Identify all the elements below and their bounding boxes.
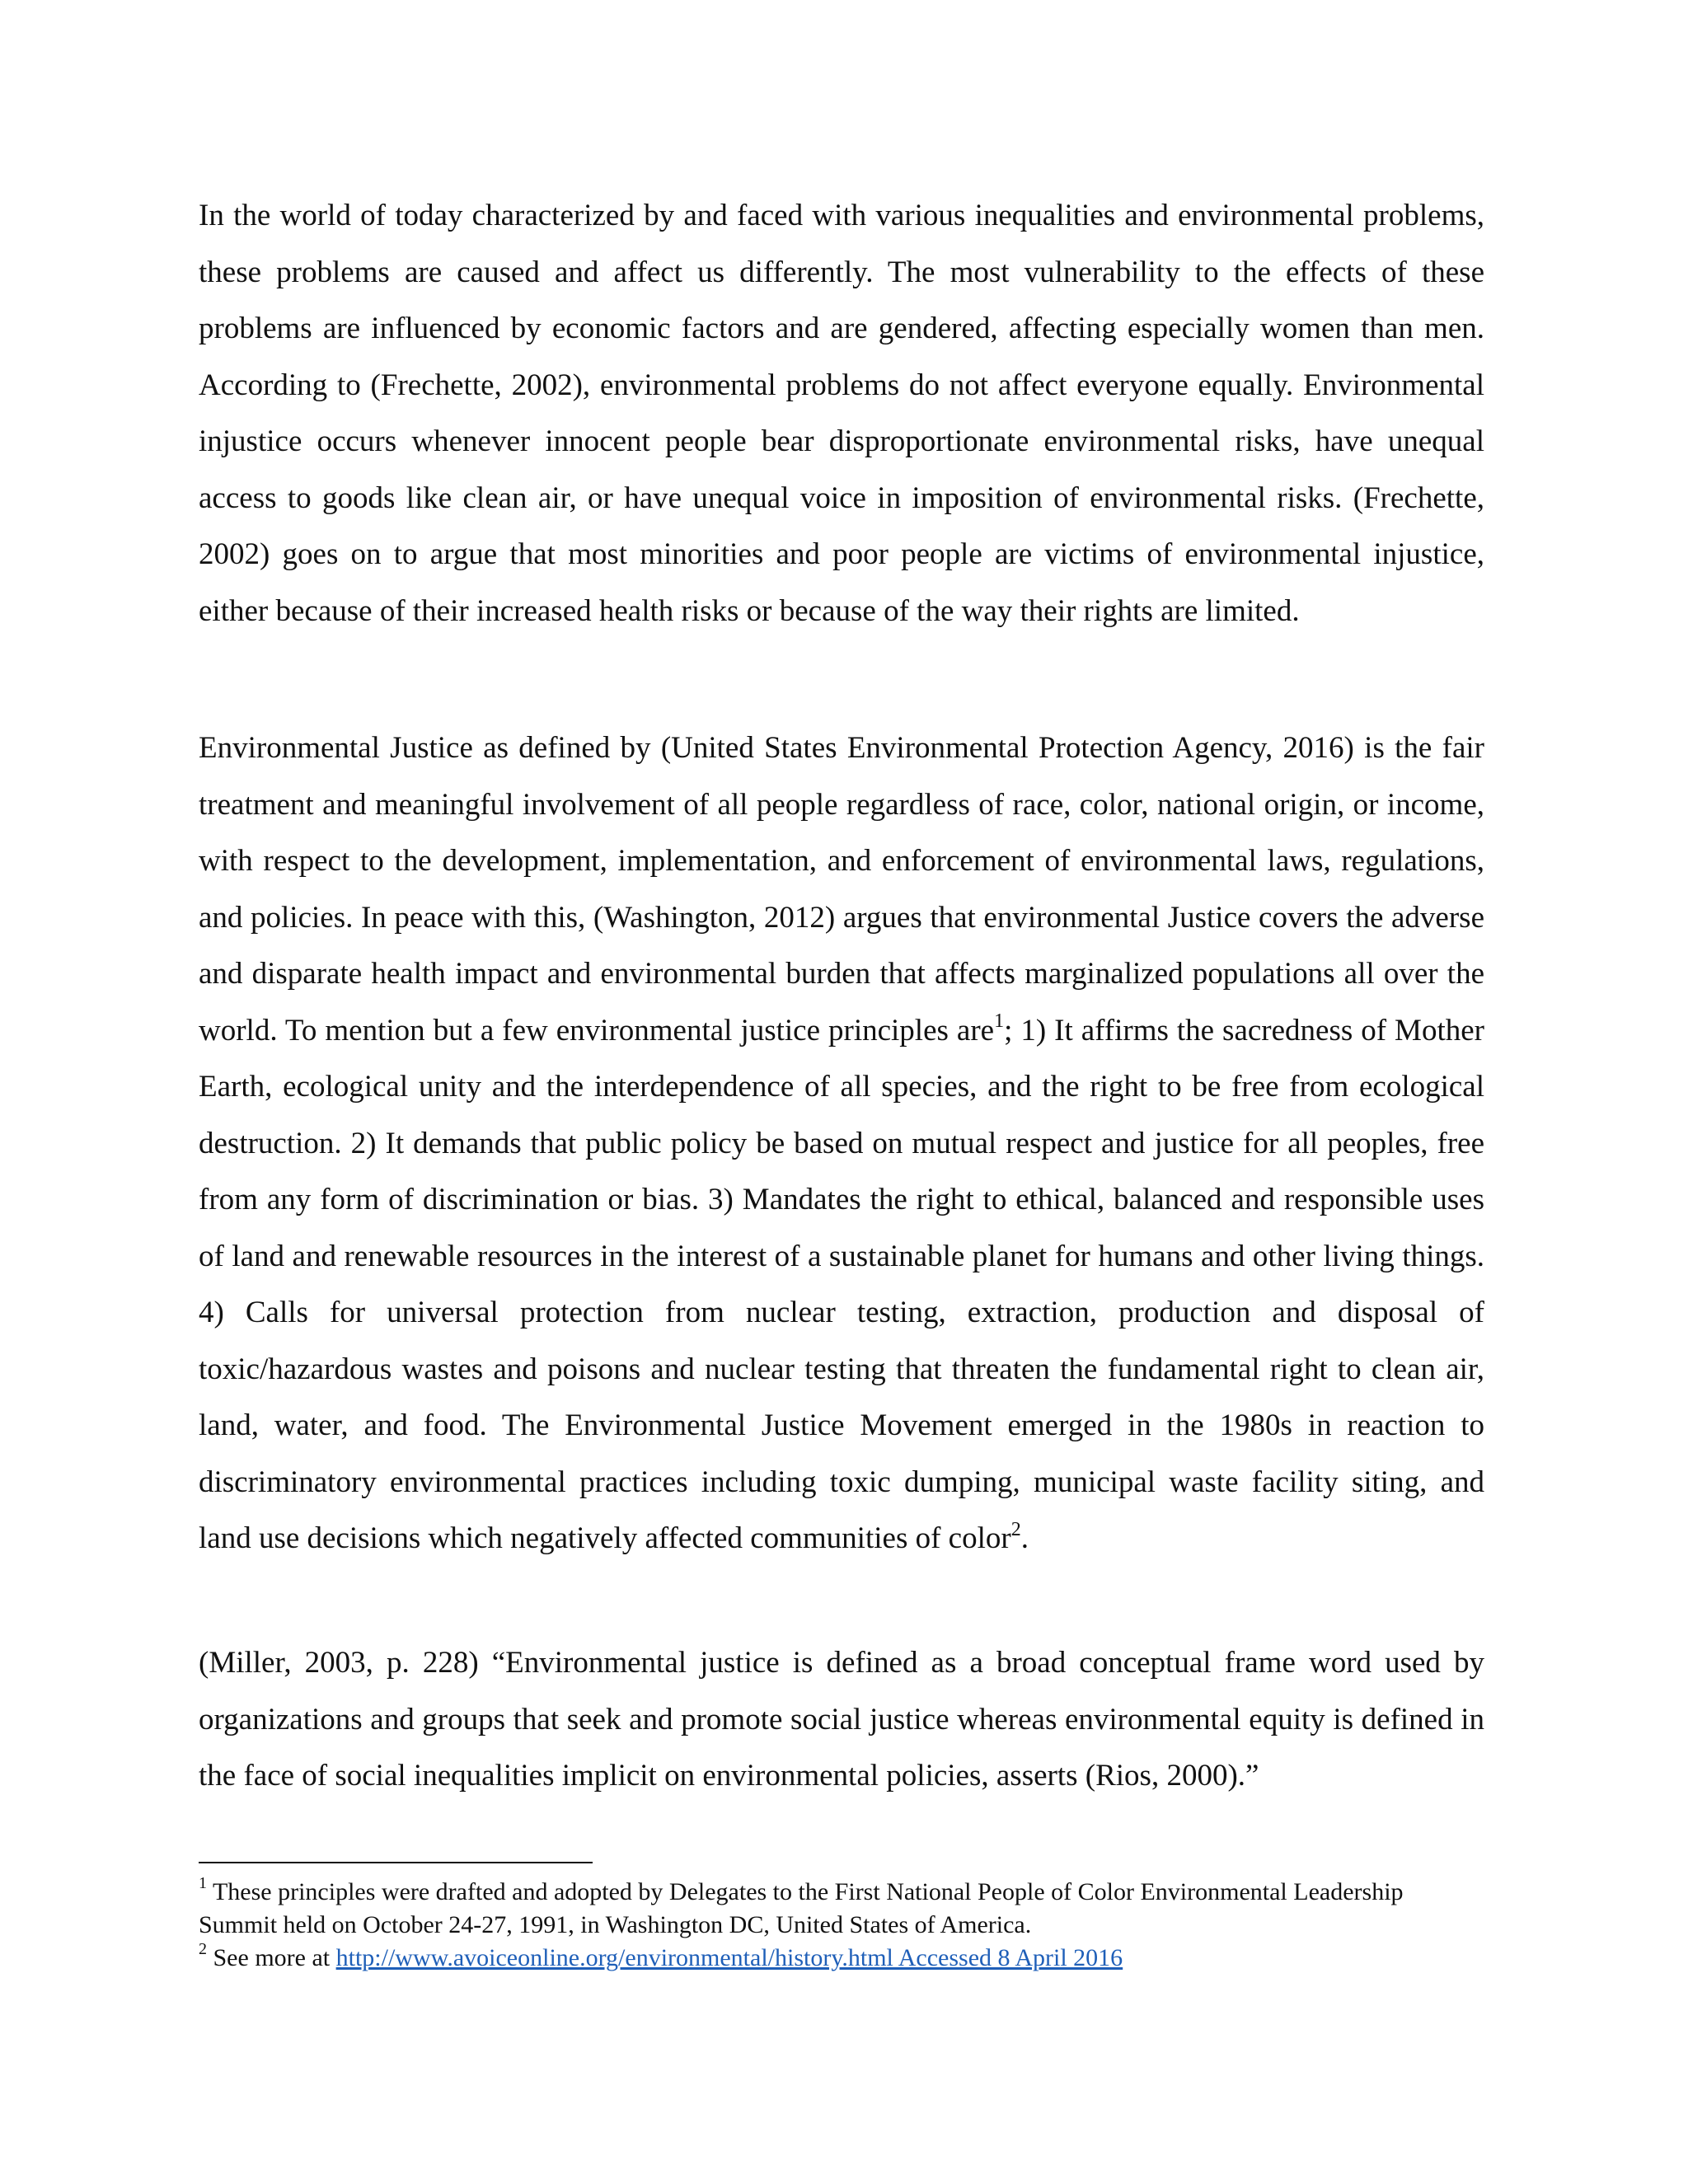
paragraph-2-text-part-1: Environmental Justice as defined by (United States Environmental Protection Agency, 2016) is the fair treatment and meaningful involvement of all people regardless of race, color, national origin, or income, with respect to the development, implementation, and enforcement of environmental laws, regulations, and policies. In peace with this, (Washington, 2012) argues that environmental Justice covers the adverse and disparate health impact and environmental burden that affects marginalized populations all over the world. To mention but a few environmental justice principles are bbox=[199, 731, 1484, 1047]
paragraph-2-text-part-3: . bbox=[1020, 1521, 1029, 1555]
body-paragraph-1 bbox=[199, 188, 1484, 640]
body-paragraph-2 bbox=[199, 720, 1484, 1568]
footnote-1 bbox=[199, 1876, 1484, 1942]
body-paragraph-3 bbox=[199, 1635, 1484, 1805]
footnotes-section bbox=[199, 1876, 1484, 1975]
footnote-ref-1[interactable]: 1 bbox=[994, 1010, 1005, 1033]
footnote-1-text: These principles were drafted and adopted by Delegates to the First National People of Color Environmental Leadership Summit held on October 24-27, 1991, in Washington DC, United States of America. bbox=[199, 1878, 1404, 1938]
footnote-separator bbox=[199, 1862, 593, 1863]
footnote-2 bbox=[199, 1942, 1484, 1975]
footnote-ref-2[interactable]: 2 bbox=[1010, 1518, 1021, 1540]
paragraph-3-text: (Miller, 2003, p. 228) “Environmental justice is defined as a broad conceptual frame word used by organizations and groups that seek and promote social justice whereas environmental equity is defined in the face of social inequalities implicit on environmental policies, asserts (Rios, 2000).” bbox=[199, 1646, 1484, 1793]
footnote-1-number: 1 bbox=[199, 1874, 207, 1892]
footnote-2-number: 2 bbox=[199, 1940, 207, 1958]
paragraph-2-text-part-2: ; 1) It affirms the sacredness of Mother Earth, ecological unity and the interdependence of all species, and the right to be free from ecological destruction. 2) It demands that public policy be based on mutual respect and justice for all peoples, free from any form of discrimination or bias. 3) Mandates the right to ethical, balanced and responsible uses of land and renewable resources in the interest of a sustainable planet for humans and other living things. 4) Calls for universal protection from nuclear testing, extraction, production and disposal of toxic/hazardous wastes and poisons and nuclear testing that threaten the fundamental right to clean air, land, water, and food. The Environmental Justice Movement emerged in the 1980s in reaction to discriminatory environmental practices including toxic dumping, municipal waste facility siting, and land use decisions which negatively affected communities of color bbox=[199, 1013, 1484, 1555]
paragraph-1-text: In the world of today characterized by and faced with various inequalities and environmental problems, these problems are caused and affect us differently. The most vulnerability to the effects of these problems are influenced by economic factors and are gendered, affecting especially women than men. According to (Frechette, 2002), environmental problems do not affect everyone equally. Environmental injustice occurs whenever innocent people bear disproportionate environmental risks, have unequal access to goods like clean air, or have unequal voice in imposition of environmental risks. (Frechette, 2002) goes on to argue that most minorities and poor people are victims of environmental injustice, either because of their increased health risks or because of the way their rights are limited. bbox=[199, 199, 1484, 628]
footnote-2-prefix: See more at bbox=[213, 1944, 336, 1971]
footnote-2-link[interactable]: http://www.avoiceonline.org/environmental/history.html Accessed 8 April 2016 bbox=[335, 1944, 1123, 1971]
